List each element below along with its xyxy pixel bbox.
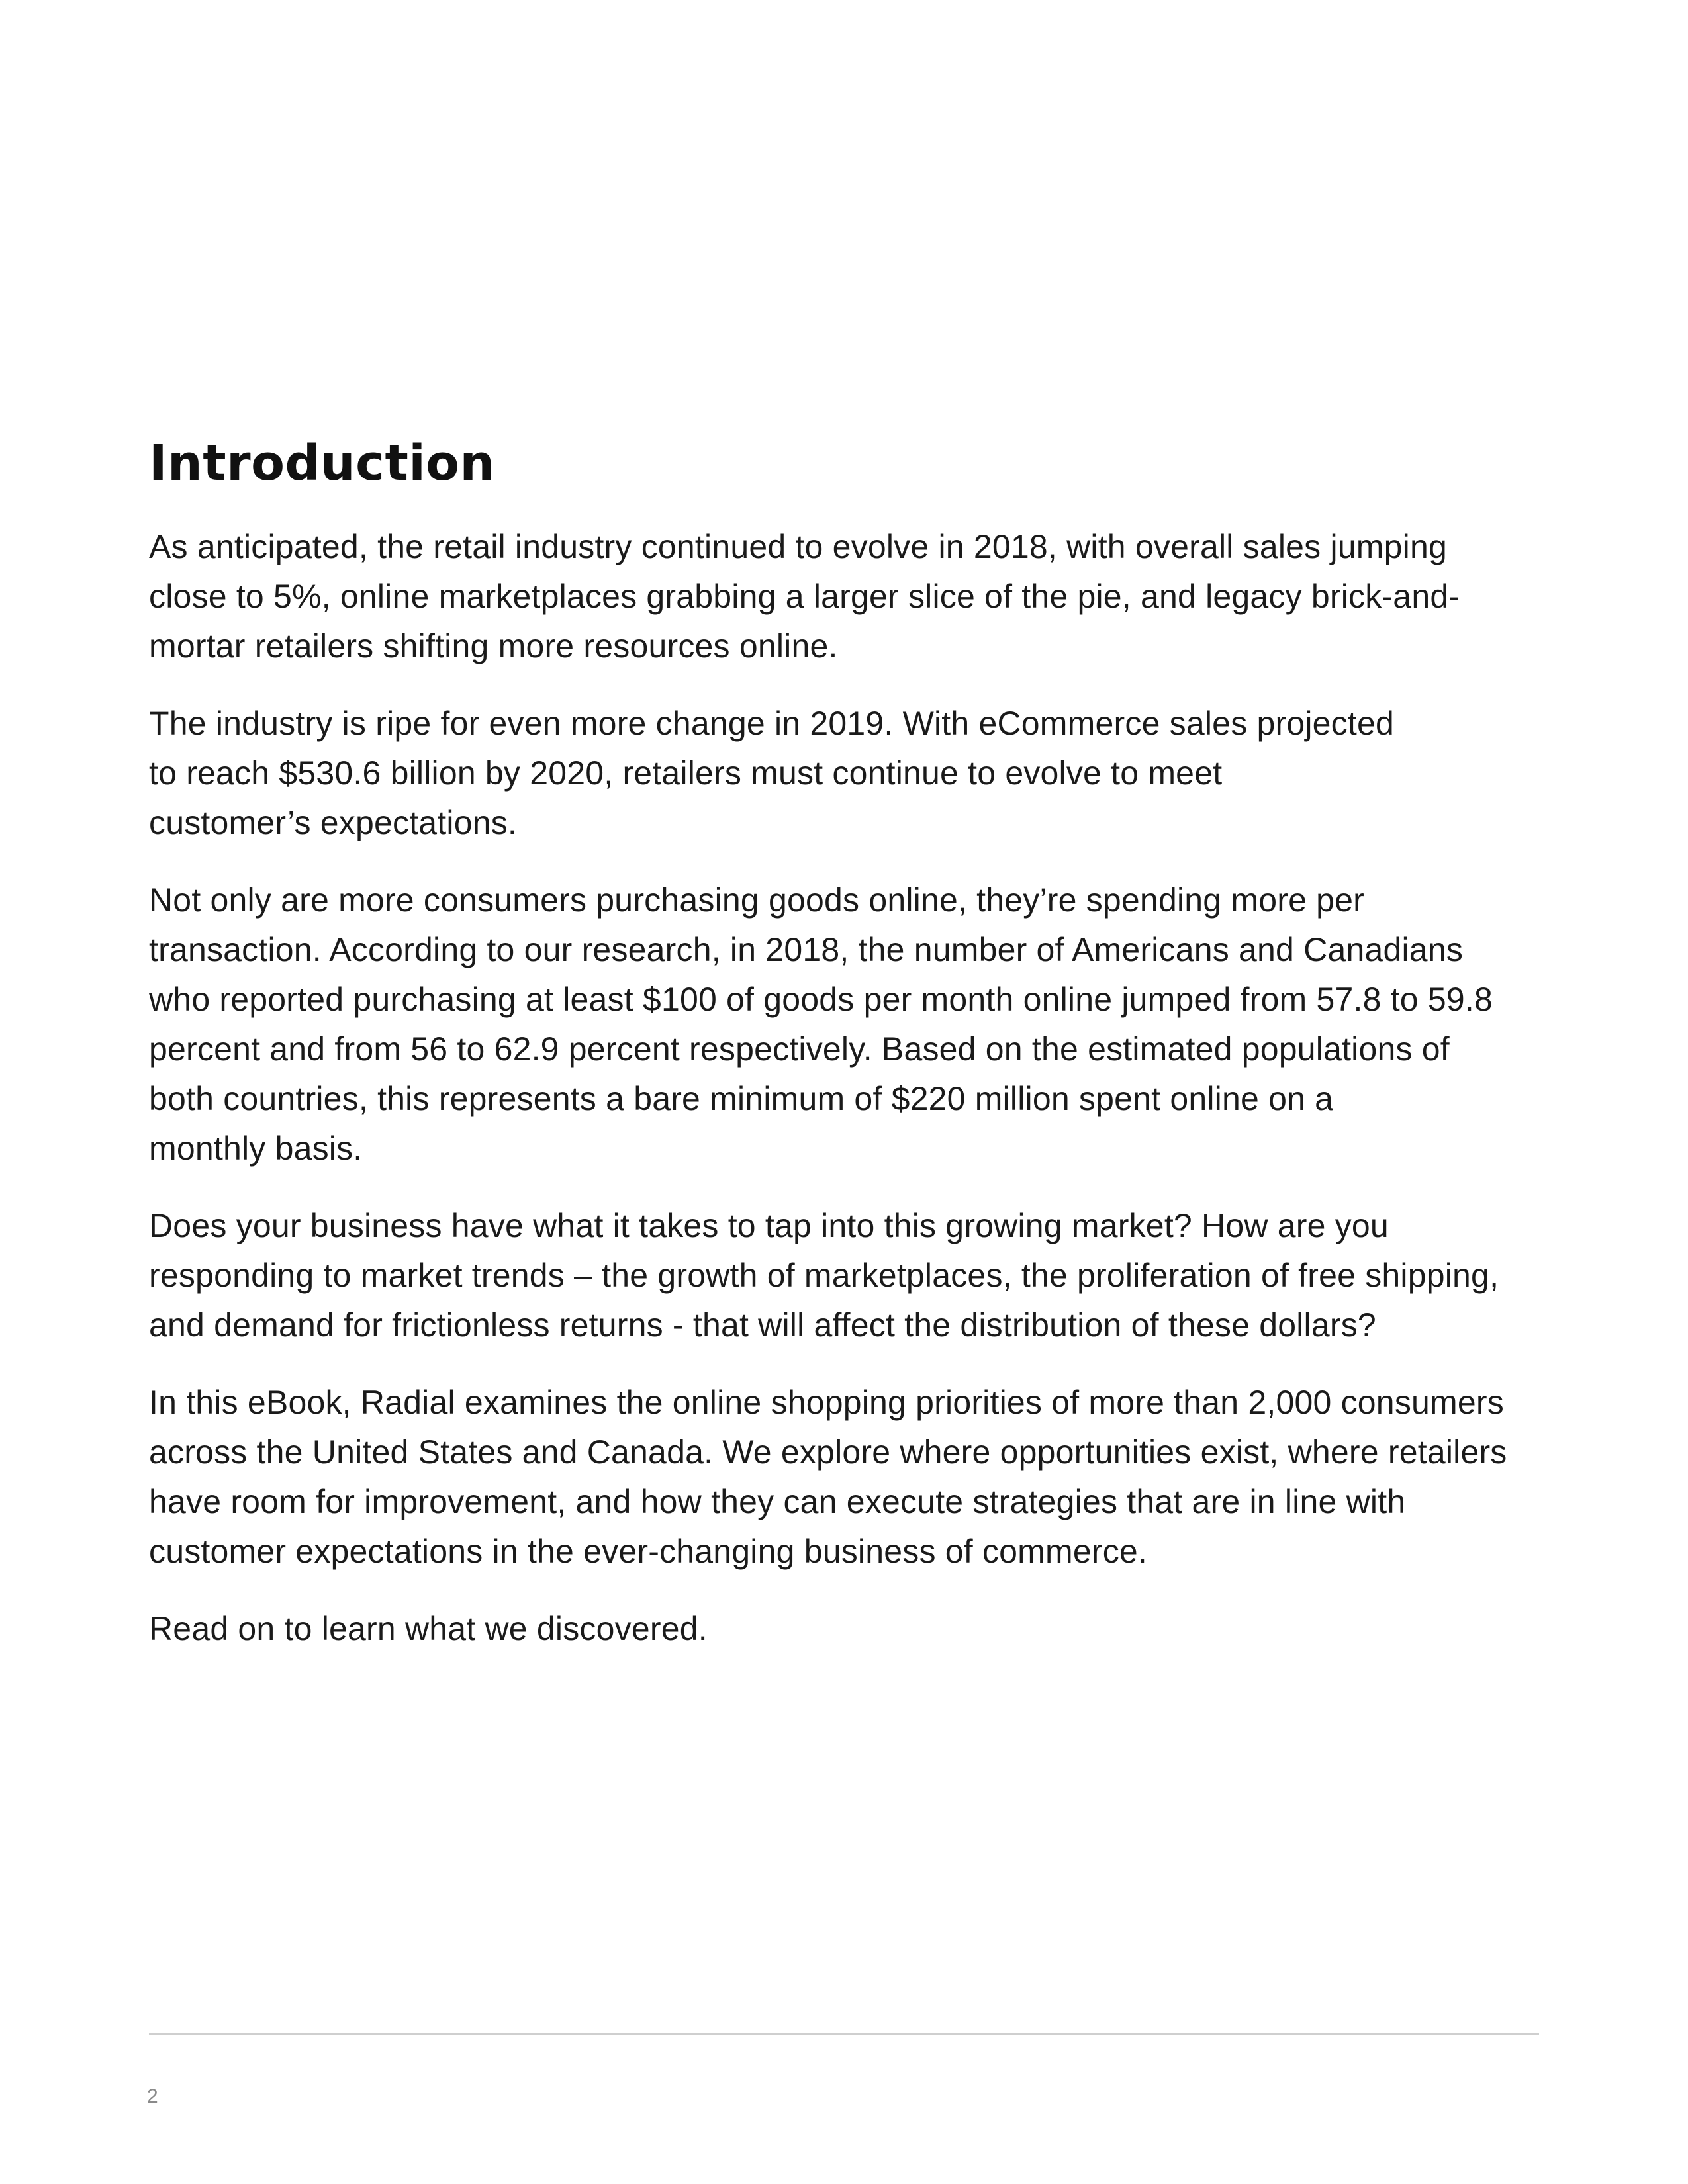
text-line: The industry is ripe for even more change in 2019. With eCommerce sales projected [149,705,1394,742]
text-line: both countries, this represents a bare minimum of $220 million spent online on a [149,1080,1334,1117]
text-line: to reach $530.6 billion by 2020, retailers must continue to evolve to meet [149,754,1223,792]
page-number: 2 [147,2085,158,2107]
footer-divider [149,2033,1539,2035]
paragraph [149,1604,1552,1654]
text-line: In this eBook, Radial examines the online shopping priorities of more than 2,000 consumers [149,1384,1504,1421]
text-line: Not only are more consumers purchasing goods online, they’re spending more per [149,882,1365,919]
text-line: mortar retailers shifting more resources online. [149,627,838,664]
text-line: and demand for frictionless returns - that will affect the distribution of these dollars? [149,1306,1376,1343]
text-line: As anticipated, the retail industry continued to evolve in 2018, with overall sales jumping [149,528,1447,565]
text-line: Does your business have what it takes to tap into this growing market? How are you [149,1207,1389,1244]
paragraph [149,699,1552,848]
text-line: responding to market trends – the growth of marketplaces, the proliferation of free shipping, [149,1257,1499,1294]
paragraph [149,1201,1552,1350]
paragraph [149,522,1552,671]
text-line: Read on to learn what we discovered. [149,1610,708,1647]
text-line: close to 5%, online marketplaces grabbing a larger slice of the pie, and legacy brick-and- [149,578,1460,615]
text-line: transaction. According to our research, in 2018, the number of Americans and Canadians [149,931,1464,968]
text-line: who reported purchasing at least $100 of goods per month online jumped from 57.8 to 59.8 [149,981,1493,1018]
text-line: monthly basis. [149,1130,363,1167]
text-line: percent and from 56 to 62.9 percent respectively. Based on the estimated populations of [149,1030,1450,1068]
text-line: customer expectations in the ever-changing business of commerce. [149,1533,1147,1570]
paragraph [149,1378,1552,1576]
paragraph [149,876,1552,1173]
text-line: customer’s expectations. [149,804,517,841]
text-line: across the United States and Canada. We explore where opportunities exist, where retailers [149,1433,1507,1471]
page-title: Introduction [149,435,495,492]
document-body [149,433,1552,1682]
text-line: have room for improvement, and how they can execute strategies that are in line with [149,1483,1406,1520]
